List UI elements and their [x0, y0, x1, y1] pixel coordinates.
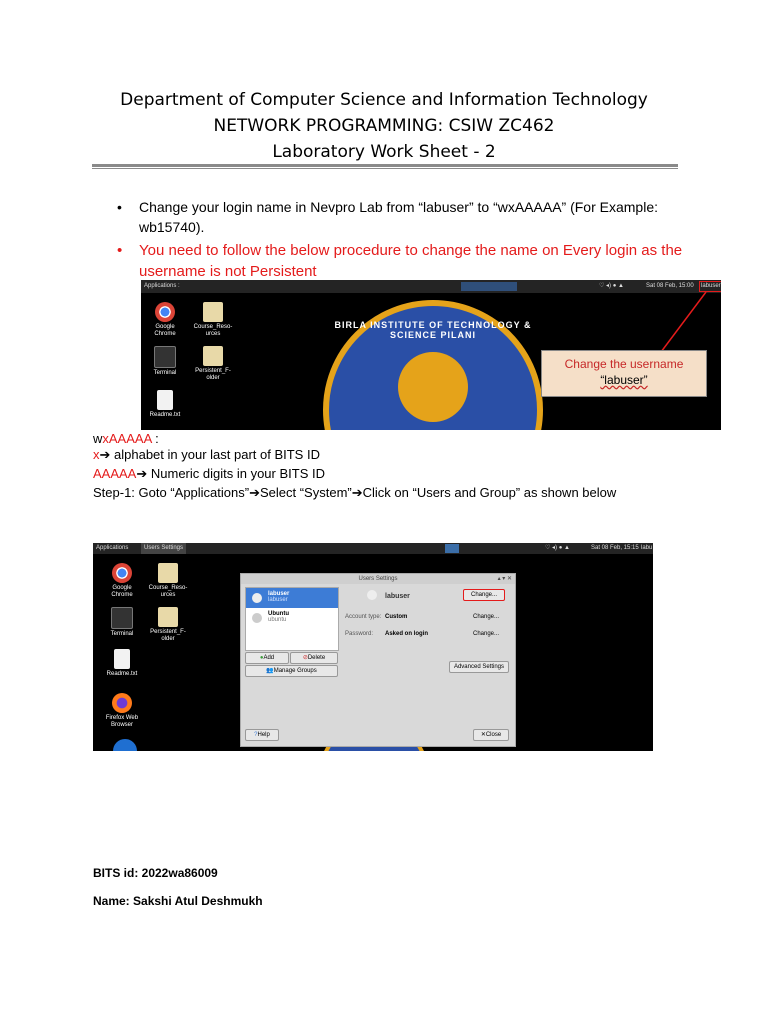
groups-icon: 👥: [266, 668, 274, 674]
username-label[interactable]: labuser: [699, 281, 721, 292]
bullet-text: Change your login name in Nevpro Lab from “labuser” to “wxAAAAA” (For Example: wb15740).: [139, 199, 658, 235]
dialog-title: Users Settings: [358, 576, 398, 582]
chrome-icon: [155, 302, 175, 322]
format-a-key: AAAAA: [93, 466, 137, 481]
password-label: Password:: [345, 631, 374, 637]
desktop-icon-course-resources[interactable]: [193, 302, 233, 338]
icon-label: Persistent_F-older: [150, 629, 186, 642]
icon-label: Google Chrome: [111, 585, 133, 598]
account-type-value: Custom: [385, 614, 408, 620]
arrow-icon: ➔: [136, 466, 148, 481]
user-list-item-ubuntu[interactable]: [246, 608, 338, 628]
change-username-callout: [541, 350, 707, 397]
add-icon: ●: [259, 655, 264, 661]
advanced-settings-button[interactable]: Advanced Settings: [449, 661, 509, 673]
icon-label: Readme.txt: [106, 671, 138, 677]
clock: Sat 08 Feb, 15:00: [646, 283, 694, 289]
format-x-desc: alphabet in your last part of BITS ID: [110, 447, 320, 462]
icon-label: Terminal: [153, 370, 177, 376]
desktop-icon-readme[interactable]: [145, 390, 185, 419]
step1-instruction: [93, 485, 616, 501]
user-list-item-labuser[interactable]: [246, 588, 338, 608]
selected-user-name: labuser: [385, 593, 410, 600]
arrow-icon: ➔: [99, 447, 111, 462]
user-name: Ubuntu: [268, 611, 289, 617]
step1-part1: Step-1: Goto “Applications”: [93, 485, 250, 500]
text-file-icon: [114, 649, 130, 669]
window-controls[interactable]: ▴ ▾ ✕: [497, 576, 512, 582]
workspace-indicator[interactable]: [445, 544, 459, 553]
emblem-center: [398, 352, 468, 422]
format-line-a: [93, 466, 325, 482]
username-label[interactable]: labu: [641, 545, 653, 551]
text-file-icon: [157, 390, 173, 410]
applications-menu[interactable]: Applications: [96, 545, 129, 551]
bullet-procedure-note: [117, 240, 684, 282]
change-account-type-button[interactable]: Change...: [473, 614, 500, 620]
user-list: [245, 587, 339, 651]
icon-label: Course_Reso-urces: [148, 585, 188, 598]
format-x-key: x: [93, 447, 100, 462]
change-name-button[interactable]: Change...: [463, 589, 505, 601]
terminal-icon: [111, 607, 133, 629]
bullet-text: You need to follow the below procedure to change the name on Every login as the username is not Persistent: [139, 242, 683, 280]
format-line-x: [93, 447, 320, 463]
dept-title: Department of Computer Science and Information Technology: [120, 90, 648, 110]
folder-icon: [203, 346, 223, 366]
help-icon: ?: [254, 732, 258, 738]
header-rule: [92, 164, 678, 167]
callout-line2: “labuser”: [600, 373, 648, 387]
format-a-desc: Numeric digits in your BITS ID: [147, 466, 325, 481]
format-w: w: [93, 431, 103, 446]
bullet-dot: •: [117, 242, 123, 259]
top-panel: [93, 543, 653, 554]
bits-id: BITS id: 2022wa86009: [93, 866, 218, 880]
delete-icon: ⊘: [302, 655, 308, 661]
desktop-icon-course-resources[interactable]: [148, 563, 188, 599]
desktop-icon-chrome[interactable]: [102, 563, 142, 599]
icon-label: Persistent_F-older: [195, 368, 231, 381]
delete-user-button[interactable]: ⊘Delete: [290, 652, 338, 664]
bits-emblem: [323, 300, 543, 430]
tray-icons: ♡ ◂) ● ▲: [545, 545, 570, 551]
course-title: NETWORK PROGRAMMING: CSIW ZC462: [213, 116, 555, 136]
icon-label: Firefox Web Browser: [105, 715, 139, 728]
firefox-icon: [112, 693, 132, 713]
bullet-change-login: [117, 197, 679, 237]
selected-user-avatar-icon: [367, 590, 377, 600]
emblem-text: BIRLA INSTITUTE OF TECHNOLOGY & SCIENCE PILANI: [334, 320, 532, 340]
folder-icon: [203, 302, 223, 322]
desktop-icon-readme[interactable]: [102, 649, 142, 678]
desktop-icon-firefox[interactable]: [102, 693, 142, 729]
close-button[interactable]: ✕Close: [473, 729, 509, 741]
user-avatar-icon: [252, 593, 262, 603]
account-type-label: Account type:: [345, 614, 382, 620]
format-xaaaaa: xAAAAA: [102, 431, 152, 446]
format-line-wx: [93, 431, 159, 447]
users-settings-dialog: [240, 573, 516, 747]
step1-part3: Click on “Users and Group” as shown below: [362, 485, 617, 500]
desktop-icon-persistent-folder[interactable]: [193, 346, 233, 382]
user-name: labuser: [268, 591, 290, 597]
tray-icons: ♡ ◂) ● ▲: [599, 283, 624, 289]
desktop-icon-chrome[interactable]: [145, 302, 185, 338]
clock: Sat 08 Feb, 15:15: [591, 545, 639, 551]
manage-groups-button[interactable]: 👥Manage Groups: [245, 665, 338, 677]
arrow-icon: ➔: [249, 485, 260, 500]
bullet-dot: •: [117, 199, 122, 215]
partial-desktop-icon[interactable]: [113, 739, 137, 751]
help-button[interactable]: ?Help: [245, 729, 279, 741]
callout-line1: Change the username: [564, 357, 684, 371]
folder-icon: [158, 607, 178, 627]
chrome-icon: [112, 563, 132, 583]
terminal-icon: [154, 346, 176, 368]
student-name: Name: Sakshi Atul Deshmukh: [93, 894, 263, 908]
format-colon: :: [151, 431, 159, 446]
close-icon: ✕: [480, 732, 486, 738]
icon-label: Terminal: [110, 631, 134, 637]
desktop-screenshot-1: [141, 280, 721, 430]
user-login: ubuntu: [268, 617, 287, 623]
folder-icon: [158, 563, 178, 583]
password-value: Asked on login: [385, 631, 429, 637]
icon-label: Google Chrome: [154, 324, 176, 337]
desktop-icon-terminal[interactable]: [102, 607, 142, 638]
header-rule-thin: [92, 168, 678, 169]
icon-label: Readme.txt: [149, 412, 181, 418]
icon-label: Course_Reso-urces: [193, 324, 233, 337]
worksheet-title: Laboratory Work Sheet - 2: [272, 142, 496, 162]
change-password-button[interactable]: Change...: [473, 631, 500, 637]
user-avatar-icon: [252, 613, 262, 623]
taskbar-users-settings[interactable]: Users Settings: [141, 543, 186, 554]
step1-part2: Select “System”: [259, 485, 352, 500]
applications-menu[interactable]: Applications :: [144, 283, 180, 289]
user-login: labuser: [268, 597, 288, 603]
desktop-icon-persistent-folder[interactable]: [148, 607, 188, 643]
desktop-icon-terminal[interactable]: [145, 346, 185, 377]
add-user-button[interactable]: ●Add: [245, 652, 289, 664]
arrow-icon: ➔: [351, 485, 363, 500]
desktop-screenshot-2: [93, 543, 653, 751]
dialog-titlebar: [241, 574, 515, 584]
